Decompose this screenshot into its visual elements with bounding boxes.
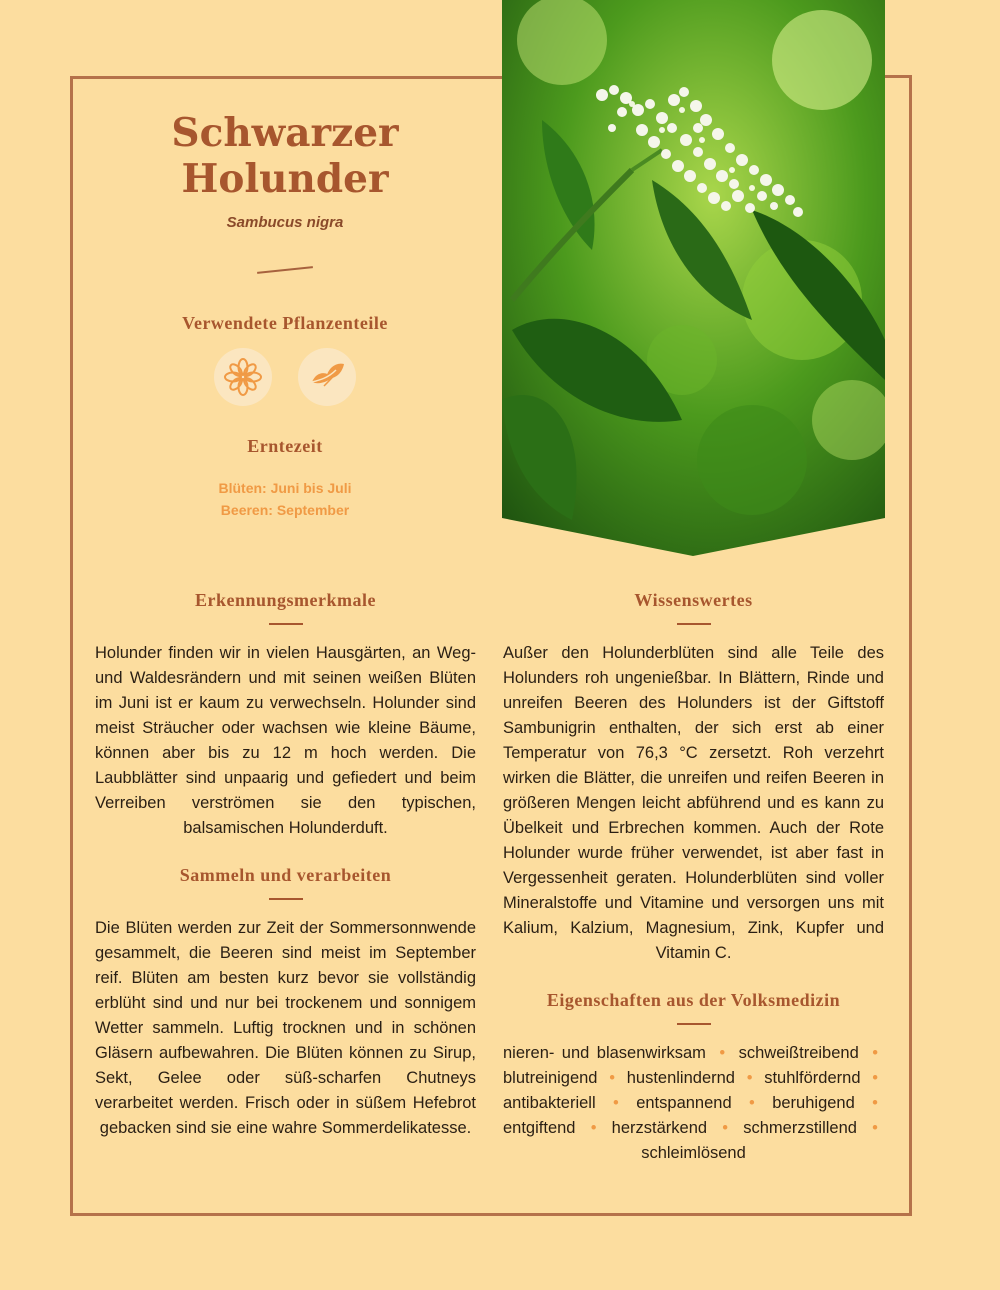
bullet-separator: • [719, 1044, 726, 1062]
property-item: schmerzstillend [743, 1119, 857, 1137]
bullet-separator: • [746, 1069, 753, 1087]
bullet-separator: • [872, 1069, 878, 1087]
harvest-times [95, 477, 475, 521]
bullet-separator: • [722, 1119, 729, 1137]
property-item: blutreinigend [503, 1069, 598, 1087]
property-item: entgiftend [503, 1119, 576, 1137]
section-erkennungsmerkmale [95, 590, 476, 841]
section-divider [269, 898, 303, 900]
plant-parts-icons [95, 348, 475, 406]
sammeln-text: Die Blüten werden zur Zeit der Sommersonnwende gesammelt, die Beeren sind meist im September reif. Blüten am besten kurz bevor sie vollständig erblüht sind und nur bei trockenem und sonnigem Wetter sammeln. Luftig trocknen und in schönen Gläsern aufbewahren. Die Blüten können zu Sirup, Sekt, Gelee oder süß-scharfen Chutneys verarbeitet werden. Frisch oder in süßem Hefebrot gebacken sind sie eine wahre Sommerdelikatesse. [95, 919, 476, 1137]
property-item: stuhlfördernd [764, 1069, 861, 1087]
property-item: beruhigend [772, 1094, 855, 1112]
flower-icon [214, 348, 272, 406]
frame-bottom [70, 1213, 912, 1216]
section-divider [269, 623, 303, 625]
property-item: antibakteriell [503, 1094, 596, 1112]
bullet-separator: • [872, 1119, 878, 1137]
eigenschaften-heading: Eigenschaften aus der Volksmedizin [546, 990, 841, 1010]
bullet-separator: • [590, 1119, 597, 1137]
property-item: entspannend [636, 1094, 732, 1112]
property-item: herzstärkend [611, 1119, 708, 1137]
property-item: schleimlösend [641, 1144, 746, 1162]
title-line-1: Schwarzer [171, 110, 399, 156]
bullet-separator: • [749, 1094, 755, 1112]
latin-name: Sambucus nigra [226, 214, 344, 231]
elderflower-illustration [502, 0, 885, 556]
erkennungsmerkmale-heading: Erkennungsmerkmale [194, 590, 376, 610]
harvest-flowers: Blüten: Juni bis Juli [218, 480, 352, 496]
bullet-separator: • [609, 1069, 615, 1087]
wissenswertes-heading: Wissenswertes [634, 590, 753, 610]
section-wissenswertes [503, 590, 884, 966]
property-item: hustenlindernd [626, 1069, 735, 1087]
elderflower-photo [502, 0, 885, 556]
section-eigenschaften [503, 990, 884, 1166]
frame-left [70, 76, 73, 1216]
harvest-heading: Erntezeit [247, 436, 323, 456]
frame-top-right [884, 75, 912, 78]
header-block [95, 110, 475, 521]
property-item: schweißtreibend [738, 1044, 859, 1062]
properties-list [503, 1041, 884, 1166]
section-divider [677, 1023, 711, 1025]
frame-right [909, 75, 912, 1216]
harvest-berries: Beeren: September [220, 502, 350, 518]
section-sammeln [95, 865, 476, 1141]
frame-top-left [70, 76, 502, 79]
bullet-separator: • [613, 1094, 619, 1112]
property-item: nieren- und blasenwirksam [503, 1044, 706, 1062]
sammeln-heading: Sammeln und verarbeiten [179, 865, 392, 885]
leaves-icon [298, 348, 356, 406]
title-divider [257, 266, 313, 274]
plant-parts-heading: Verwendete Pflanzenteile [182, 313, 388, 333]
section-divider [677, 623, 711, 625]
bullet-separator: • [872, 1094, 878, 1112]
wissenswertes-text: Außer den Holunderblüten sind alle Teile des Holunders roh ungenießbar. In Blättern, Rinde und unreifen Beeren des Holunders ist der Giftstoff Sambunigrin enthalten, der sich erst ab einer Temperatur von 76,3 °C zersetzt. Roh verzehrt wirken die Blätter, die unreifen und reifen Beeren in größeren Mengen leicht abführend und es kann zu Übelkeit und Erbrechen kommen. Auch der Rote Holunder wurde früher verwendet, ist aber fast in Vergessenheit geraten. Holunderblüten sind voller Mineralstoffe und Vitamine und versorgen uns mit Kalium, Kalzium, Magnesium, Zink, Kupfer und Vitamin C. [503, 644, 884, 962]
erkennungsmerkmale-text: Holunder finden wir in vielen Hausgärten, an Weg- und Waldesrändern und mit seinen weißen Blüten im Juni ist er kaum zu verwechseln. Holunder sind meist Sträucher oder wachsen wie kleine Bäume, können aber bis zu 12 m hoch werden. Die Laubblätter sind unpaarig und gefiedert und beim Verreiben verströmen sie den typischen, balsamischen Holunderduft. [95, 644, 476, 837]
title-line-2: Holunder [181, 156, 389, 202]
page-title [95, 110, 475, 202]
bullet-separator: • [872, 1044, 878, 1062]
